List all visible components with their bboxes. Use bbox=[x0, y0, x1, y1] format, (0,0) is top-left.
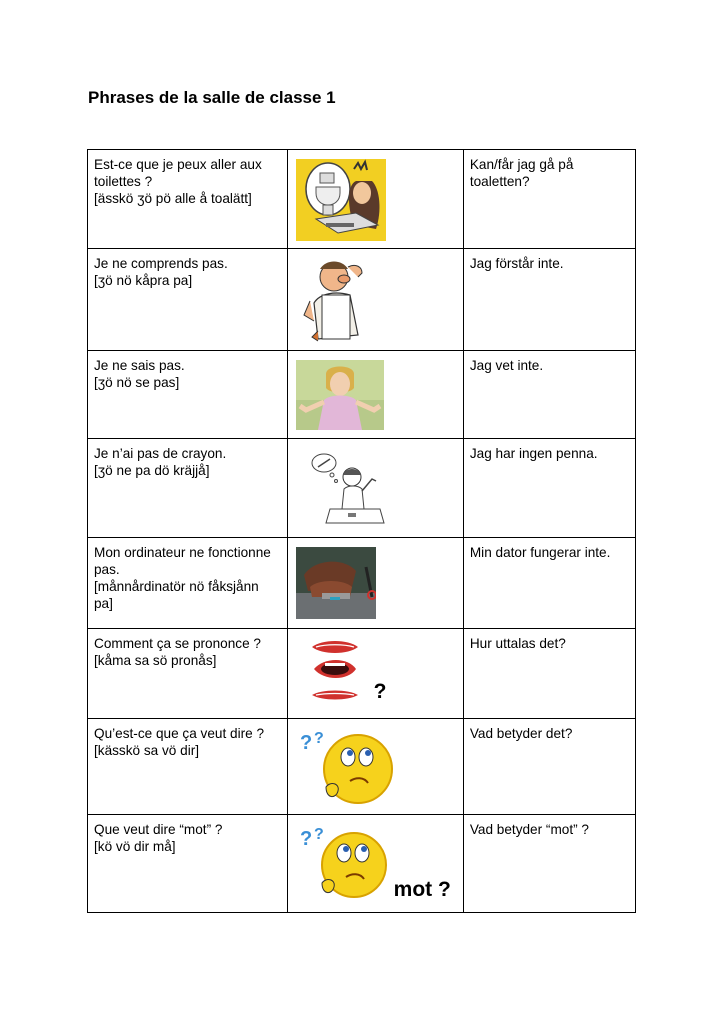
image-cell bbox=[287, 249, 463, 351]
svg-text:?: ? bbox=[313, 730, 324, 747]
french-cell bbox=[88, 538, 288, 629]
french-cell bbox=[88, 719, 288, 815]
thinking-smiley-icon bbox=[296, 823, 392, 903]
swedish-cell bbox=[463, 439, 635, 538]
table-row bbox=[88, 249, 636, 351]
swedish-cell bbox=[463, 351, 635, 439]
swedish-translation: Vad betyder det? bbox=[469, 726, 573, 741]
table-row bbox=[88, 815, 636, 913]
image-cell bbox=[287, 351, 463, 439]
table-row bbox=[88, 351, 636, 439]
swedish-translation: Min dator fungerar inte. bbox=[469, 545, 611, 560]
french-cell bbox=[88, 815, 288, 913]
image-cell bbox=[287, 538, 463, 629]
swedish-translation: Hur uttalas det? bbox=[469, 636, 566, 651]
table-row bbox=[88, 629, 636, 719]
swedish-translation: Vad betyder “mot” ? bbox=[469, 822, 589, 837]
mot-overlay: mot ? bbox=[393, 878, 451, 901]
swedish-translation: Kan/får jag gå på toaletten? bbox=[469, 157, 574, 189]
svg-text:?: ? bbox=[299, 732, 312, 754]
pronunciation: [ʒö ne pa dö kräjjå] bbox=[94, 463, 210, 478]
french-cell bbox=[88, 249, 288, 351]
swedish-cell bbox=[463, 538, 635, 629]
pronunciation: [ʒö nö kåpra pa] bbox=[94, 273, 193, 288]
image-cell bbox=[287, 439, 463, 538]
mouths-speaking-icon bbox=[308, 637, 362, 707]
swedish-cell bbox=[463, 719, 635, 815]
student-thinking-pencil-icon bbox=[310, 451, 390, 529]
shrugging-girl-icon bbox=[296, 360, 384, 430]
image-cell bbox=[287, 815, 463, 913]
swedish-cell bbox=[463, 815, 635, 913]
swedish-translation: Jag förstår inte. bbox=[469, 256, 564, 271]
table-row bbox=[88, 439, 636, 538]
page-title: Phrases de la salle de classe 1 bbox=[88, 88, 336, 107]
image-cell bbox=[287, 150, 463, 249]
svg-text:?: ? bbox=[299, 828, 312, 850]
swedish-translation: Jag har ingen penna. bbox=[469, 446, 598, 461]
pronunciation: [ässkö ʒö pö alle å toalätt] bbox=[94, 191, 252, 206]
thinking-smiley-icon bbox=[296, 727, 402, 807]
french-phrase: Je ne comprends pas. bbox=[94, 256, 228, 271]
pronunciation: [kö vö dir må] bbox=[94, 839, 176, 854]
person-head-on-computer-icon bbox=[296, 547, 376, 619]
confused-man-icon bbox=[300, 255, 384, 345]
french-phrase: Je ne sais pas. bbox=[94, 358, 185, 373]
table-row bbox=[88, 538, 636, 629]
swedish-translation: Jag vet inte. bbox=[469, 358, 544, 373]
pronunciation: [ʒö nö se pas] bbox=[94, 375, 180, 390]
french-cell bbox=[88, 150, 288, 249]
question-overlay: ? bbox=[373, 680, 387, 703]
swedish-cell bbox=[463, 150, 635, 249]
pronunciation: [kässkö sa vö dir] bbox=[94, 743, 200, 758]
french-phrase: Comment ça se prononce ? bbox=[94, 636, 261, 651]
phrases-table bbox=[87, 149, 636, 913]
toilet-cartoon-icon bbox=[296, 159, 386, 241]
french-cell bbox=[88, 629, 288, 719]
french-cell bbox=[88, 351, 288, 439]
pronunciation: [månnårdinatör nö fåksjånn pa] bbox=[94, 579, 259, 611]
french-phrase: Qu’est-ce que ça veut dire ? bbox=[94, 726, 265, 741]
french-phrase: Mon ordinateur ne fonctionne pas. bbox=[94, 545, 271, 577]
french-phrase: Est-ce que je peux aller aux toilettes ? bbox=[94, 157, 262, 189]
french-cell bbox=[88, 439, 288, 538]
swedish-cell bbox=[463, 249, 635, 351]
image-cell bbox=[287, 629, 463, 719]
pronunciation: [kåma sa sö pronås] bbox=[94, 653, 217, 668]
image-cell bbox=[287, 719, 463, 815]
svg-text:?: ? bbox=[313, 826, 324, 843]
french-phrase: Je n’ai pas de crayon. bbox=[94, 446, 227, 461]
french-phrase: Que veut dire “mot” ? bbox=[94, 822, 223, 837]
table-row bbox=[88, 719, 636, 815]
table-row bbox=[88, 150, 636, 249]
swedish-cell bbox=[463, 629, 635, 719]
